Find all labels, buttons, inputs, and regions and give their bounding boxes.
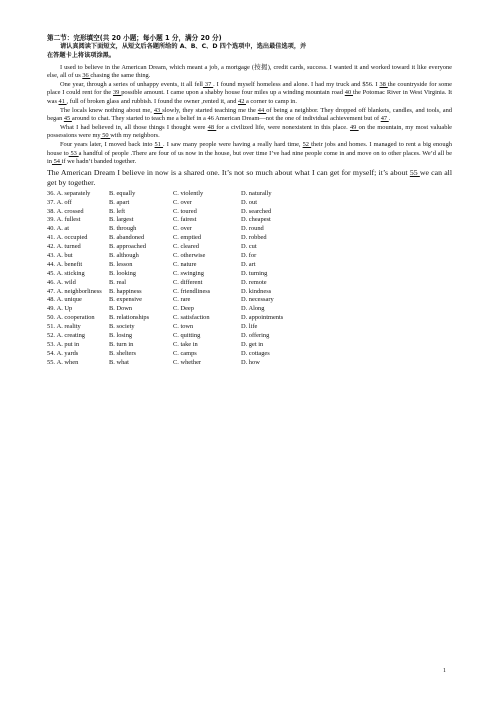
option-a-cell xyxy=(47,314,109,323)
text-run: around to chat. They started to teach me a belief in a 46 American Dream—not the one of individual achievement but of xyxy=(71,115,381,123)
option-a: A. cooperation xyxy=(56,314,95,322)
option-a-cell xyxy=(47,332,109,341)
option-a-cell xyxy=(47,350,109,359)
option-row xyxy=(47,279,452,288)
option-row xyxy=(47,199,452,208)
option-a-cell xyxy=(47,199,109,208)
option-row xyxy=(47,252,452,261)
option-row xyxy=(47,296,452,305)
passage-paragraph-5 xyxy=(47,141,452,167)
option-a: A. put in xyxy=(56,340,80,348)
text-run: . I saw many people were having a really hard time, xyxy=(163,140,303,148)
text-run: slowly, they started teaching me the xyxy=(162,106,258,114)
option-b: B. through xyxy=(109,225,137,233)
option-a-cell xyxy=(47,243,109,252)
option-a-cell xyxy=(47,296,109,305)
text-run: for a civilized life, were nonexistent in this place. xyxy=(216,123,350,131)
option-a: A. yards xyxy=(56,349,79,357)
option-row xyxy=(47,359,452,368)
option-d: D. cut xyxy=(241,243,257,251)
option-d: D. get in xyxy=(241,340,264,348)
text-run: a corner to camp in. xyxy=(246,97,297,105)
text-run: on the mountain, my most valuable possessions were my xyxy=(47,123,452,140)
instruction-line-1: 请认真阅读下面短文，从短文后各题所给的 A、B、C、D 四个选项中，选出最佳选项，并 xyxy=(60,43,307,50)
option-a-cell xyxy=(47,341,109,350)
option-row xyxy=(47,208,452,217)
question-number: 42. xyxy=(47,243,55,251)
text-run: One year, through a series of unhappy events, it all fell xyxy=(60,80,203,88)
text-run: the Potomac River in West Virginia. It was xyxy=(47,89,452,105)
option-row xyxy=(47,243,452,252)
blank-49: 49 xyxy=(349,123,359,131)
option-row xyxy=(47,314,452,323)
question-number: 46. xyxy=(47,278,55,286)
option-row xyxy=(47,323,452,332)
option-c: C. nature xyxy=(173,260,197,268)
text-run: their jobs and homes. I managed to rent a big enough house to xyxy=(47,140,452,157)
option-c: C. otherwise xyxy=(173,251,206,259)
blank-55: 55 xyxy=(409,167,420,177)
question-number: 41. xyxy=(47,234,55,242)
option-row xyxy=(47,225,452,234)
text-run: . xyxy=(388,115,391,123)
option-row xyxy=(47,234,452,243)
option-b: B. real xyxy=(109,278,127,286)
option-a-cell xyxy=(47,261,109,270)
option-a-cell xyxy=(47,216,109,225)
option-a: A. off xyxy=(56,198,72,206)
option-a-cell xyxy=(47,359,109,368)
text-run: The locals knew nothing about me, xyxy=(60,106,154,114)
option-a: A. wild xyxy=(56,278,76,286)
question-number: 54. xyxy=(47,349,55,357)
option-b: B. expensive xyxy=(109,296,143,304)
option-b: B. happiness xyxy=(109,287,142,295)
option-c: C. over xyxy=(173,225,192,233)
blank-37: 37 xyxy=(202,80,214,88)
option-d: D. how xyxy=(241,358,260,366)
option-d: D. cheapest xyxy=(241,216,271,224)
option-d: D. out xyxy=(241,198,257,206)
text-run: . I found myself homeless and alone. I had my truck and $56. I xyxy=(213,80,380,88)
text-run: , full of broken glass and rubbish. I found the owner ,rented it, and xyxy=(66,97,238,105)
option-d: D. kindness xyxy=(241,287,272,295)
option-c: C. different xyxy=(173,278,203,286)
passage-paragraph-6 xyxy=(47,168,452,188)
option-d: D. Along xyxy=(241,305,265,313)
option-a-cell xyxy=(47,305,109,314)
option-c: C. rare xyxy=(173,296,191,304)
option-a-cell xyxy=(47,208,109,217)
option-c: C. Deep xyxy=(173,305,194,313)
option-a: A. unique xyxy=(56,296,82,304)
question-number: 44. xyxy=(47,260,55,268)
option-a-cell xyxy=(47,252,109,261)
text-run: Four years later, I moved back into xyxy=(60,140,155,148)
blank-45: 45 xyxy=(63,115,72,123)
option-a: A. separately xyxy=(56,189,91,197)
blank-47: 47 xyxy=(380,115,389,123)
blank-39: 39 xyxy=(112,89,122,97)
option-b: B. shelters xyxy=(109,349,136,357)
option-row xyxy=(47,270,452,279)
option-d: D. offering xyxy=(241,331,270,339)
option-a: A. when xyxy=(56,358,79,366)
question-number: 38. xyxy=(47,207,55,215)
option-a: A. crossed xyxy=(56,207,84,215)
blank-51: 51 xyxy=(154,140,164,148)
option-d: D. necessary xyxy=(241,296,274,304)
option-a: A. turned xyxy=(56,243,81,251)
option-a-cell xyxy=(47,270,109,279)
question-number: 47. xyxy=(47,287,55,295)
text-run: we can all get by together. xyxy=(47,167,452,187)
option-c: C. town xyxy=(173,323,194,331)
text-run: with my neighbors. xyxy=(110,132,160,140)
text-run: What I had believed in, all those things I thought were xyxy=(60,123,208,131)
option-a: A. but xyxy=(56,251,73,259)
option-b: B. what xyxy=(109,358,129,366)
option-a: A. reality xyxy=(56,323,81,331)
blank-40: 40 xyxy=(344,89,353,97)
option-a: A. sticking xyxy=(56,269,85,277)
option-d: D. life xyxy=(241,323,258,331)
option-d: D. remote xyxy=(241,278,267,286)
blank-38: 38 xyxy=(379,80,388,88)
option-d: D. for xyxy=(241,251,257,259)
passage-paragraph-1 xyxy=(47,64,452,81)
option-row xyxy=(47,350,452,359)
option-b: B. although xyxy=(109,251,139,259)
option-b: B. lesson xyxy=(109,260,133,268)
option-a: A. neighborliness xyxy=(56,287,102,295)
option-c: C. fairest xyxy=(173,216,197,224)
option-b: B. abandoned xyxy=(109,234,145,242)
option-b: B. losing xyxy=(109,331,133,339)
option-a-cell xyxy=(47,323,109,332)
option-b: B. left xyxy=(109,207,125,215)
option-row xyxy=(47,305,452,314)
text-run: The American Dream I believe in now is a shared one. It’s not so much about what I can get for myself; it’s about xyxy=(47,167,410,177)
option-a-cell xyxy=(47,279,109,288)
page-content xyxy=(47,34,452,368)
passage-paragraph-2 xyxy=(47,81,452,107)
option-b: B. turn in xyxy=(109,340,134,348)
option-d: D. searched xyxy=(241,207,272,215)
text-run: I used to believe in the American Dream, which meant a job, a mortgage (按揭), credit cards, success. I wanted it and worked toward it like everyone else, all of us xyxy=(47,63,452,80)
option-row xyxy=(47,332,452,341)
blank-54: 54 xyxy=(51,158,62,166)
option-c: C. violently xyxy=(173,189,204,197)
question-number: 53. xyxy=(47,340,55,348)
text-run: chasing the same thing. xyxy=(90,72,151,80)
option-b: B. looking xyxy=(109,269,136,277)
option-d: D. turning xyxy=(241,269,268,277)
option-d: D. naturally xyxy=(241,189,272,197)
question-number: 52. xyxy=(47,331,55,339)
question-number: 45. xyxy=(47,269,55,277)
blank-43: 43 xyxy=(153,106,163,114)
option-row xyxy=(47,190,452,199)
option-d: D. appointments xyxy=(241,314,284,322)
option-a: A. creating xyxy=(56,331,85,339)
option-c: C. whether xyxy=(173,358,202,366)
question-number: 39. xyxy=(47,216,55,224)
option-d: D. round xyxy=(241,225,264,233)
option-row xyxy=(47,216,452,225)
option-c: C. over xyxy=(173,198,192,206)
blank-36: 36 xyxy=(82,72,91,80)
question-number: 40. xyxy=(47,225,55,233)
option-d: D. art xyxy=(241,260,256,268)
question-number: 36. xyxy=(47,189,55,197)
option-b: B. apart xyxy=(109,198,130,206)
option-c: C. quitting xyxy=(173,331,201,339)
question-number: 37. xyxy=(47,198,55,206)
text-run: possible amount. I came upon a shabby house four miles up a winding mountain road xyxy=(121,89,345,97)
option-b: B. Down xyxy=(109,305,133,313)
option-a: A. occupied xyxy=(56,234,88,242)
question-number: 55. xyxy=(47,358,55,366)
option-c: C. satisfaction xyxy=(173,314,210,322)
text-run: the countryside for some place I could rent for the xyxy=(47,80,452,97)
option-c: C. toured xyxy=(173,207,197,215)
blank-50: 50 xyxy=(100,132,111,140)
question-number: 49. xyxy=(47,305,55,313)
blank-44: 44 xyxy=(257,106,267,114)
question-number: 50. xyxy=(47,314,55,322)
option-a-cell xyxy=(47,234,109,243)
option-a-cell xyxy=(47,288,109,297)
instruction-line-2: 在答题卡上将该项涂黑。 xyxy=(47,51,116,59)
blank-42: 42 xyxy=(238,97,246,105)
option-b: B. society xyxy=(109,323,135,331)
option-c: C. take in xyxy=(173,340,198,348)
option-b: B. largest xyxy=(109,216,134,224)
text-run: of being a neighbor. They dropped off blankets, candles, and tools, and began xyxy=(47,106,452,123)
option-a: A. Up xyxy=(56,305,73,313)
option-row xyxy=(47,288,452,297)
section-title: 第二节：完形填空(共 20 小题；每小题 1 分，满分 20 分) xyxy=(47,34,222,42)
question-number: 51. xyxy=(47,323,55,331)
option-d: D. robbed xyxy=(241,234,267,242)
option-a: A. fullest xyxy=(56,216,81,224)
option-a-cell xyxy=(47,190,109,199)
option-d: D. cottages xyxy=(241,349,270,357)
question-number: 48. xyxy=(47,296,55,304)
option-row xyxy=(47,341,452,350)
option-c: C. friendliness xyxy=(173,287,211,295)
option-b: B. approached xyxy=(109,243,146,251)
option-b: B. equally xyxy=(109,189,136,197)
blank-41: 41 xyxy=(58,97,67,105)
option-c: C. swinging xyxy=(173,269,204,277)
option-c: C. cleared xyxy=(173,243,199,251)
option-c: C. emptied xyxy=(173,234,202,242)
options-list xyxy=(47,190,452,368)
option-row xyxy=(47,261,452,270)
question-number: 43. xyxy=(47,251,55,259)
blank-53: 53 xyxy=(68,149,79,157)
blank-48: 48 xyxy=(207,123,217,131)
page-number: 1 xyxy=(443,668,446,674)
passage-paragraph-3 xyxy=(47,107,452,124)
passage-paragraph-4 xyxy=(47,124,452,141)
option-c: C. camps xyxy=(173,349,197,357)
option-a: A. at xyxy=(56,225,70,233)
option-a-cell xyxy=(47,225,109,234)
text-run: a handful of people .There are four of us now in the house, but over time I’ve had nine people come in and move on to other places. We’d all be in xyxy=(47,149,452,166)
text-run: if we hadn’t banded together. xyxy=(61,158,137,166)
option-b: B. relationships xyxy=(109,314,150,322)
option-a: A. benefit xyxy=(56,260,83,268)
blank-52: 52 xyxy=(302,140,312,148)
